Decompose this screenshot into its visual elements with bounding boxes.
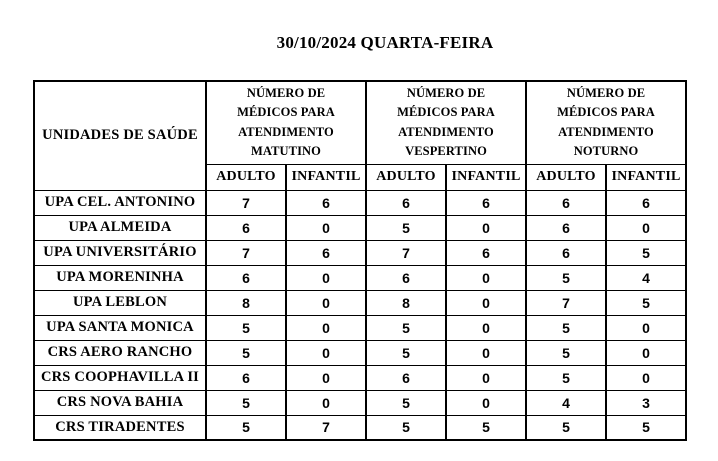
value-cell: 0	[446, 215, 526, 240]
table-row	[34, 390, 686, 415]
value-cell: 6	[526, 240, 606, 265]
value-cell: 0	[286, 390, 366, 415]
value-cell: 0	[286, 365, 366, 390]
value-cell: 0	[606, 365, 686, 390]
table-row	[34, 290, 686, 315]
unit-name-cell: UPA CEL. ANTONINO	[34, 190, 206, 215]
unit-name-cell: UPA LEBLON	[34, 290, 206, 315]
value-cell: 3	[606, 390, 686, 415]
value-cell: 6	[286, 240, 366, 265]
value-cell: 8	[206, 290, 286, 315]
value-cell: 0	[606, 215, 686, 240]
value-cell: 5	[526, 265, 606, 290]
value-cell: 5	[446, 415, 526, 440]
value-cell: 0	[286, 215, 366, 240]
value-cell: 7	[526, 290, 606, 315]
value-cell: 6	[446, 190, 526, 215]
value-cell: 0	[286, 265, 366, 290]
column-header-noturno-infantil: INFANTIL	[606, 164, 686, 190]
value-cell: 5	[526, 340, 606, 365]
value-cell: 0	[606, 340, 686, 365]
unit-name-cell: CRS AERO RANCHO	[34, 340, 206, 365]
column-group-matutino: NÚMERO DE MÉDICOS PARA ATENDIMENTO MATUTINO	[206, 81, 366, 164]
column-header-vespertino-adulto: ADULTO	[366, 164, 446, 190]
value-cell: 6	[206, 265, 286, 290]
unit-name-cell: UPA SANTA MONICA	[34, 315, 206, 340]
value-cell: 6	[606, 190, 686, 215]
value-cell: 0	[446, 365, 526, 390]
value-cell: 0	[446, 340, 526, 365]
unit-name-cell: CRS COOPHAVILLA II	[34, 365, 206, 390]
table-row	[34, 240, 686, 265]
value-cell: 0	[446, 265, 526, 290]
value-cell: 7	[206, 190, 286, 215]
value-cell: 0	[446, 290, 526, 315]
value-cell: 0	[446, 315, 526, 340]
table-row	[34, 415, 686, 440]
table-row	[34, 340, 686, 365]
value-cell: 5	[366, 390, 446, 415]
value-cell: 6	[206, 215, 286, 240]
value-cell: 6	[526, 215, 606, 240]
value-cell: 5	[206, 315, 286, 340]
value-cell: 5	[606, 240, 686, 265]
value-cell: 7	[286, 415, 366, 440]
table-row	[34, 215, 686, 240]
value-cell: 7	[366, 240, 446, 265]
value-cell: 5	[366, 415, 446, 440]
value-cell: 5	[206, 340, 286, 365]
value-cell: 0	[286, 315, 366, 340]
column-header-units: UNIDADES DE SAÚDE	[34, 81, 206, 190]
table-header	[34, 81, 686, 190]
value-cell: 0	[446, 390, 526, 415]
value-cell: 5	[366, 315, 446, 340]
unit-name-cell: CRS TIRADENTES	[34, 415, 206, 440]
value-cell: 6	[366, 190, 446, 215]
unit-name-cell: UPA ALMEIDA	[34, 215, 206, 240]
value-cell: 6	[286, 190, 366, 215]
unit-name-cell: UPA MORENINHA	[34, 265, 206, 290]
value-cell: 5	[526, 415, 606, 440]
unit-name-cell: UPA UNIVERSITÁRIO	[34, 240, 206, 265]
medical-staff-table	[33, 80, 687, 441]
value-cell: 6	[526, 190, 606, 215]
column-group-vespertino: NÚMERO DE MÉDICOS PARA ATENDIMENTO VESPERTINO	[366, 81, 526, 164]
value-cell: 5	[206, 415, 286, 440]
column-header-vespertino-infantil: INFANTIL	[446, 164, 526, 190]
table-row	[34, 265, 686, 290]
column-header-matutino-infantil: INFANTIL	[286, 164, 366, 190]
unit-name-cell: CRS NOVA BAHIA	[34, 390, 206, 415]
value-cell: 5	[526, 365, 606, 390]
value-cell: 7	[206, 240, 286, 265]
value-cell: 6	[366, 265, 446, 290]
value-cell: 5	[206, 390, 286, 415]
value-cell: 5	[366, 215, 446, 240]
table-row	[34, 315, 686, 340]
page-title: 30/10/2024 QUARTA-FEIRA	[276, 33, 494, 52]
column-header-noturno-adulto: ADULTO	[526, 164, 606, 190]
value-cell: 0	[606, 315, 686, 340]
value-cell: 6	[446, 240, 526, 265]
value-cell: 0	[286, 290, 366, 315]
value-cell: 6	[206, 365, 286, 390]
value-cell: 4	[526, 390, 606, 415]
table-body	[34, 190, 686, 440]
table-row	[34, 190, 686, 215]
value-cell: 5	[606, 290, 686, 315]
column-group-noturno: NÚMERO DE MÉDICOS PARA ATENDIMENTO NOTURNO	[526, 81, 686, 164]
value-cell: 5	[526, 315, 606, 340]
value-cell: 6	[366, 365, 446, 390]
value-cell: 8	[366, 290, 446, 315]
value-cell: 5	[606, 415, 686, 440]
value-cell: 0	[286, 340, 366, 365]
table-row	[34, 365, 686, 390]
group-header-row	[34, 81, 686, 164]
value-cell: 5	[366, 340, 446, 365]
value-cell: 4	[606, 265, 686, 290]
column-header-matutino-adulto: ADULTO	[206, 164, 286, 190]
